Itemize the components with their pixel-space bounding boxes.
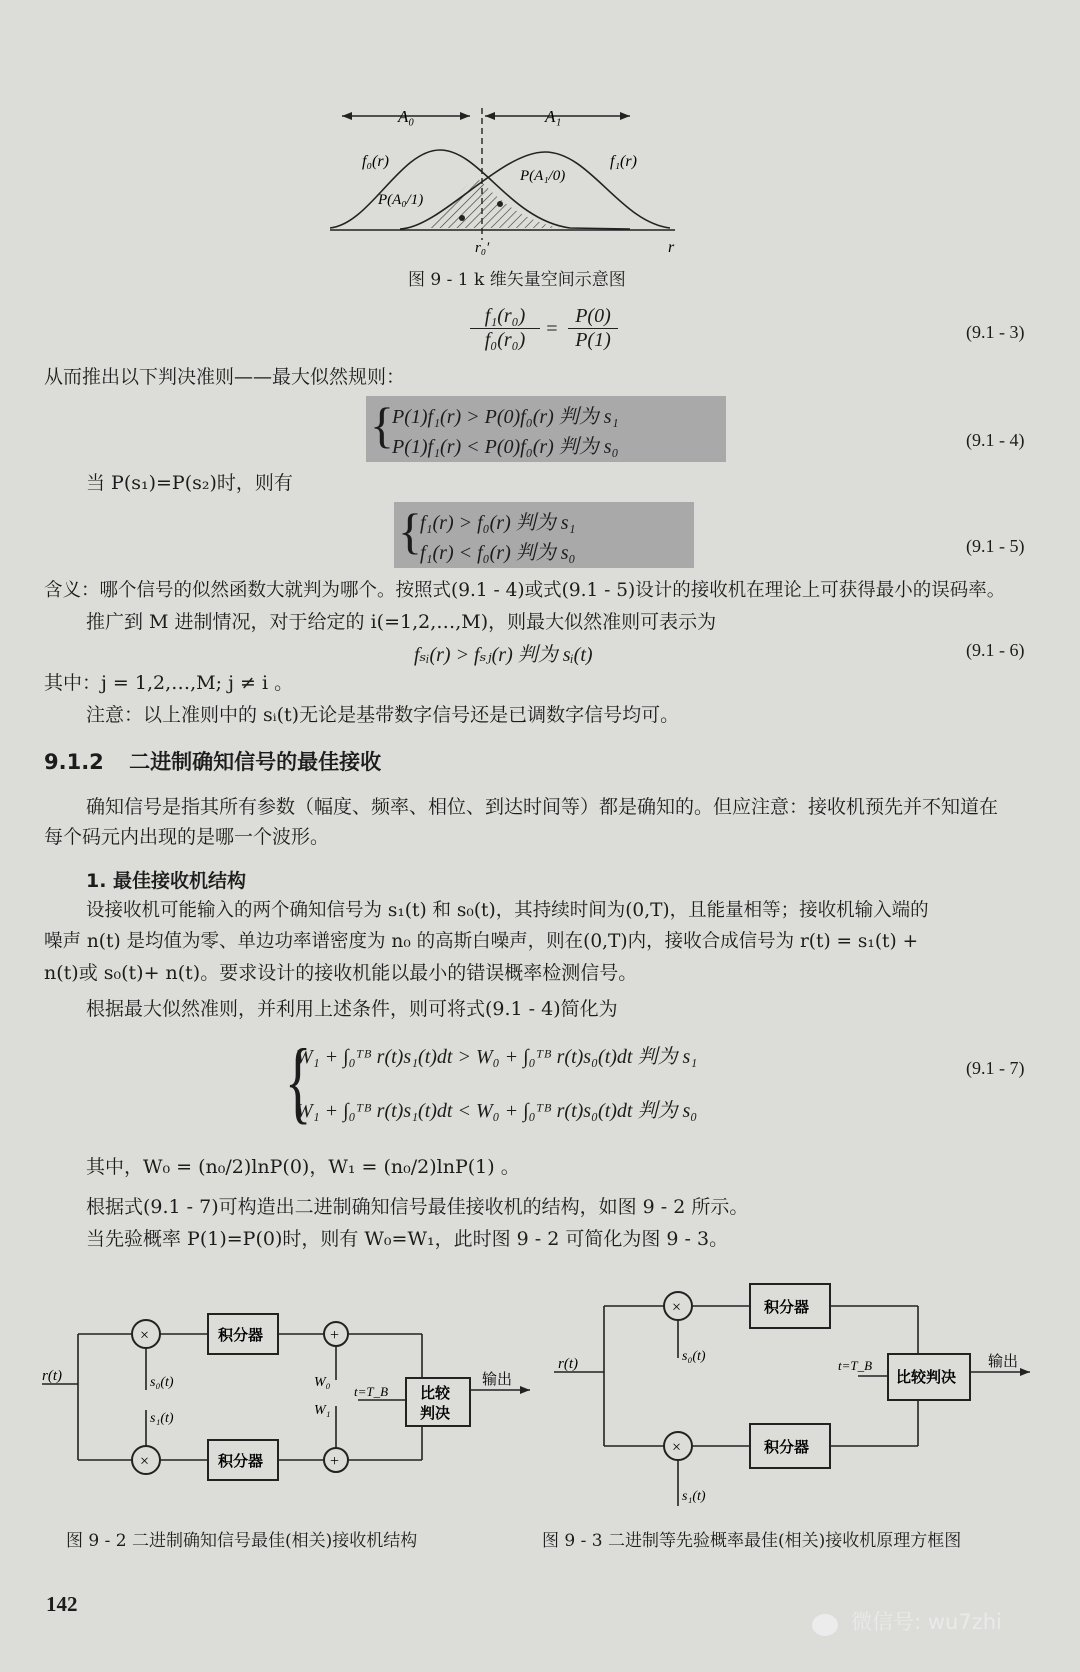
fig2-integrator-bottom-label: 积分器 bbox=[218, 1452, 264, 1470]
p-a1-0-label: P(A₁/0) bbox=[520, 168, 566, 184]
paragraph-ml-rule-intro: 从而推出以下判决准则——最大似然规则： bbox=[44, 366, 406, 388]
figure-9-3-diagram bbox=[548, 1276, 1048, 1506]
paragraph-known-signal-2: 每个码元内出现的是哪一个波形。 bbox=[44, 826, 330, 848]
fig3-input-label: r(t) bbox=[558, 1356, 578, 1372]
fig2-multiplier-top-sign: × bbox=[140, 1327, 150, 1344]
paragraph-known-signal-1: 确知信号是指其所有参数（幅度、频率、相位、到达时间等）都是确知的。但应注意：接收机预先并不知道在 bbox=[86, 796, 999, 818]
paragraph-construct: 根据式(9.1 - 7)可构造出二进制确知信号最佳接收机的结构，如图 9 - 2 所示。 bbox=[86, 1196, 749, 1218]
fig2-comparator-label2: 判决 bbox=[420, 1404, 451, 1422]
figure-9-1-caption: 图 9 - 1 k 维矢量空间示意图 bbox=[408, 270, 626, 290]
paragraph-m-ary: 推广到 M 进制情况，对于给定的 i(=1,2,…,M)，则最大似然准则可表示为 bbox=[86, 611, 717, 633]
fig2-adder-top-sign: + bbox=[330, 1327, 340, 1344]
section-title: 二进制确知信号的最佳接收 bbox=[129, 750, 382, 774]
figure-9-2-diagram bbox=[38, 1300, 538, 1490]
wechat-icon bbox=[812, 1614, 838, 1636]
fig2-comparator-label1: 比较 bbox=[420, 1384, 451, 1402]
paragraph-equal-prior: 当 P(s₁)=P(s₂)时，则有 bbox=[86, 472, 293, 494]
eq-9-1-5-box bbox=[394, 502, 694, 568]
eq-9-1-7-line1: W₁ + ∫₀ᵀᴮ r(t)s₁(t)dt > W₀ + ∫₀ᵀᴮ r(t)s₀(t)dt 判为 s₁ bbox=[296, 1046, 698, 1068]
paragraph-simplify: 根据最大似然准则，并利用上述条件，则可将式(9.1 - 4)简化为 bbox=[86, 998, 618, 1020]
subsection-heading: 1. 最佳接收机结构 bbox=[86, 870, 247, 892]
paragraph-setup-3: n(t)或 s₀(t)+ n(t)。要求设计的接收机能以最小的错误概率检测信号。 bbox=[44, 962, 638, 984]
paragraph-equal-prior-simplify: 当先验概率 P(1)=P(0)时，则有 W₀=W₁，此时图 9 - 2 可简化为图 9 - 3。 bbox=[86, 1228, 729, 1250]
paragraph-meaning: 含义：哪个信号的似然函数大就判为哪个。按照式(9.1 - 4)或式(9.1 - 5)设计的接收机在理论上可获得最小的误码率。 bbox=[44, 580, 1006, 601]
eq-9-1-5-number: (9.1 - 5) bbox=[966, 536, 1025, 556]
fig3-integrator-top-label: 积分器 bbox=[764, 1298, 810, 1316]
section-number: 9.1.2 bbox=[44, 750, 104, 774]
eq-9-1-3-den: f₀(r₀) bbox=[470, 328, 540, 352]
eq-9-1-4-line1: P(1)f₁(r) > P(0)f₀(r) 判为 s₁ bbox=[392, 406, 619, 428]
eq-9-1-3-num: f₁(r₀) bbox=[484, 305, 526, 327]
f0-label: f₀(r) bbox=[362, 153, 389, 170]
paragraph-note: 注意：以上准则中的 sᵢ(t)无论是基带数字信号还是已调数字信号均可。 bbox=[86, 704, 680, 726]
fig3-sampler-label: t=T_B bbox=[838, 1358, 873, 1373]
p-a0-1-label: P(A₀/1) bbox=[378, 192, 424, 208]
fig3-s0-label: s₀(t) bbox=[682, 1349, 706, 1364]
eq-9-1-3-number: (9.1 - 3) bbox=[966, 322, 1025, 342]
figure-9-2-caption: 图 9 - 2 二进制确知信号最佳(相关)接收机结构 bbox=[66, 1531, 418, 1551]
paragraph-setup-1: 设接收机可能输入的两个确知信号为 s₁(t) 和 s₀(t)，其持续时间为(0,T)，且能量相等；接收机输入端的 bbox=[86, 900, 929, 921]
a1-label: A₁ bbox=[545, 107, 562, 126]
fig3-multiplier-bottom-sign: × bbox=[672, 1439, 682, 1456]
section-heading bbox=[44, 746, 381, 776]
fig2-w0-label: W₀ bbox=[314, 1375, 331, 1390]
fig2-s1-label: s₁(t) bbox=[150, 1411, 174, 1426]
eq-9-1-3-left bbox=[470, 305, 540, 352]
r0-label: r₀′ bbox=[475, 240, 490, 256]
eq-9-1-6: fₛᵢ(r) > fₛⱼ(r) 判为 sᵢ(t) bbox=[414, 644, 593, 666]
fig2-output-label: 输出 bbox=[482, 1372, 513, 1388]
fig2-multiplier-bottom-sign: × bbox=[140, 1453, 150, 1470]
eq-9-1-7-number: (9.1 - 7) bbox=[966, 1058, 1025, 1078]
fig3-comparator-label: 比较判决 bbox=[896, 1368, 957, 1386]
a0-label: A₀ bbox=[398, 107, 415, 126]
f1-label: f₁(r) bbox=[610, 153, 637, 170]
fig2-input-label: r(t) bbox=[42, 1368, 62, 1384]
fig2-s0-label: s₀(t) bbox=[150, 1375, 174, 1390]
eq-9-1-5-line1: f₁(r) > f₀(r) 判为 s₁ bbox=[420, 512, 576, 534]
paragraph-w-definitions: 其中，W₀ = (n₀/2)lnP(0)，W₁ = (n₀/2)lnP(1) 。 bbox=[86, 1156, 520, 1178]
fig3-multiplier-top-sign: × bbox=[672, 1299, 682, 1316]
eq-9-1-6-number: (9.1 - 6) bbox=[966, 640, 1025, 660]
wechat-watermark bbox=[812, 1606, 1002, 1636]
eq-9-1-7-brace: { bbox=[284, 1030, 312, 1132]
fig2-integrator-top-label: 积分器 bbox=[218, 1326, 264, 1344]
eq-9-1-4-number: (9.1 - 4) bbox=[966, 430, 1025, 450]
eq-9-1-4-box bbox=[366, 396, 726, 462]
watermark-text: 微信号: wu7zhi bbox=[851, 1610, 1002, 1634]
paragraph-setup-2: 噪声 n(t) 是均值为零、单边功率谱密度为 n₀ 的高斯白噪声，则在(0,T)内，接收合成信号为 r(t) = s₁(t) + bbox=[44, 931, 919, 952]
eq-9-1-4-line2: P(1)f₁(r) < P(0)f₀(r) 判为 s₀ bbox=[392, 436, 619, 458]
eq-9-1-3-rnum: P(0) bbox=[575, 305, 611, 327]
fig3-integrator-bottom-label: 积分器 bbox=[764, 1438, 810, 1456]
p-a1-0-region bbox=[425, 180, 482, 228]
eq-9-1-3-equals: = bbox=[545, 318, 559, 340]
eq-9-1-4-brace: { bbox=[370, 397, 394, 453]
page-number: 142 bbox=[46, 1592, 78, 1616]
eq-9-1-7-line2: W₁ + ∫₀ᵀᴮ r(t)s₁(t)dt < W₀ + ∫₀ᵀᴮ r(t)s₀(t)dt 判为 s₀ bbox=[296, 1100, 698, 1122]
eq-9-1-3-rden: P(1) bbox=[568, 328, 618, 352]
fig3-s1-label: s₁(t) bbox=[682, 1489, 706, 1504]
r-axis-label: r bbox=[668, 239, 675, 256]
fig2-w1-label: W₁ bbox=[314, 1403, 331, 1418]
figure-9-1-gaussians bbox=[330, 100, 710, 270]
fig3-output-label: 输出 bbox=[988, 1354, 1019, 1370]
fig2-sampler-label: t=T_B bbox=[354, 1384, 389, 1399]
fig2-adder-bottom-sign: + bbox=[330, 1453, 340, 1470]
eq-9-1-5-brace: { bbox=[398, 503, 422, 559]
figure-9-3-caption: 图 9 - 3 二进制等先验概率最佳(相关)接收机原理方框图 bbox=[542, 1531, 962, 1551]
eq-9-1-5-line2: f₁(r) < f₀(r) 判为 s₀ bbox=[420, 542, 576, 564]
eq-9-1-3-right bbox=[568, 305, 618, 352]
paragraph-where: 其中：j = 1,2,…,M; j ≠ i 。 bbox=[44, 672, 294, 694]
